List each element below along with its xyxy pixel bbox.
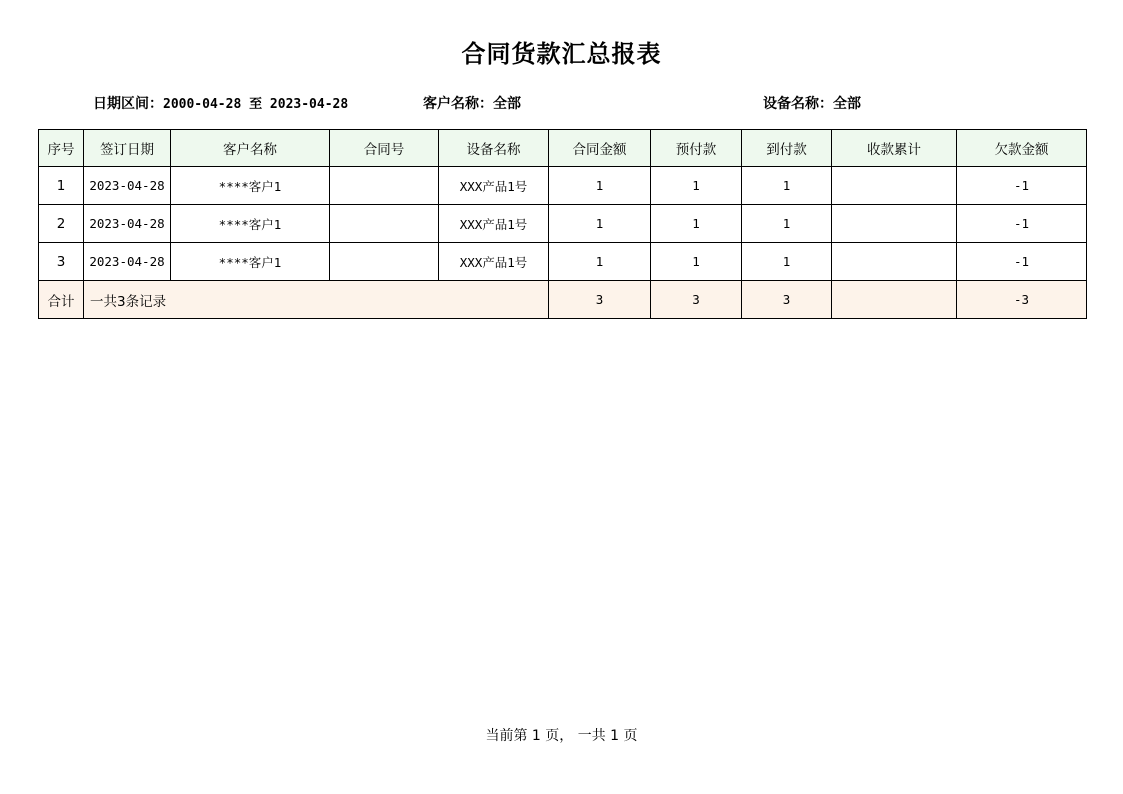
total-arrears: -3 bbox=[957, 281, 1087, 319]
cell-device: XXX产品1号 bbox=[439, 167, 549, 205]
cell-contract-amount: 1 bbox=[549, 243, 651, 281]
total-prepayment: 3 bbox=[651, 281, 742, 319]
column-header-sign-date: 签订日期 bbox=[84, 130, 171, 167]
column-header-payment-on-arrival: 到付款 bbox=[742, 130, 832, 167]
cell-arrears: -1 bbox=[957, 243, 1087, 281]
total-label: 合计 bbox=[39, 281, 84, 319]
total-contract-amount: 3 bbox=[549, 281, 651, 319]
cell-index: 3 bbox=[39, 243, 84, 281]
report-title: 合同货款汇总报表 bbox=[461, 39, 662, 68]
cell-contract-no bbox=[330, 167, 439, 205]
table-row bbox=[39, 205, 1087, 243]
cell-sign-date: 2023-04-28 bbox=[84, 243, 171, 281]
cell-contract-amount: 1 bbox=[549, 167, 651, 205]
cell-index: 2 bbox=[39, 205, 84, 243]
device-filter bbox=[763, 93, 861, 113]
cell-index: 1 bbox=[39, 167, 84, 205]
customer-label: 客户名称： bbox=[423, 96, 493, 112]
total-record-count: 一共3条记录 bbox=[84, 281, 549, 319]
total-payment-on-arrival: 3 bbox=[742, 281, 832, 319]
device-value: 全部 bbox=[833, 96, 861, 112]
cell-received-total bbox=[832, 167, 957, 205]
column-header-index: 序号 bbox=[39, 130, 84, 167]
table-header-row bbox=[39, 130, 1087, 167]
cell-received-total bbox=[832, 243, 957, 281]
cell-contract-no bbox=[330, 243, 439, 281]
total-row bbox=[39, 281, 1087, 319]
cell-payment-on-arrival: 1 bbox=[742, 243, 832, 281]
device-label: 设备名称： bbox=[763, 96, 833, 112]
page-indicator: 当前第 1 页， 一共 1 页 bbox=[485, 728, 638, 744]
column-header-received-total: 收款累计 bbox=[832, 130, 957, 167]
cell-sign-date: 2023-04-28 bbox=[84, 167, 171, 205]
table-row bbox=[39, 167, 1087, 205]
cell-customer: ****客户1 bbox=[171, 167, 330, 205]
customer-filter bbox=[423, 93, 521, 113]
cell-contract-no bbox=[330, 205, 439, 243]
cell-device: XXX产品1号 bbox=[439, 205, 549, 243]
column-header-device: 设备名称 bbox=[439, 130, 549, 167]
cell-prepayment: 1 bbox=[651, 243, 742, 281]
table-row bbox=[39, 243, 1087, 281]
cell-arrears: -1 bbox=[957, 167, 1087, 205]
column-header-contract-amount: 合同金额 bbox=[549, 130, 651, 167]
cell-prepayment: 1 bbox=[651, 167, 742, 205]
cell-customer: ****客户1 bbox=[171, 243, 330, 281]
report-table bbox=[38, 129, 1087, 319]
customer-value: 全部 bbox=[493, 96, 521, 112]
cell-payment-on-arrival: 1 bbox=[742, 167, 832, 205]
cell-customer: ****客户1 bbox=[171, 205, 330, 243]
column-header-arrears: 欠款金额 bbox=[957, 130, 1087, 167]
date-range-value: 2000-04-28 至 2023-04-28 bbox=[163, 97, 349, 112]
cell-contract-amount: 1 bbox=[549, 205, 651, 243]
cell-received-total bbox=[832, 205, 957, 243]
cell-prepayment: 1 bbox=[651, 205, 742, 243]
date-range-filter bbox=[93, 93, 348, 113]
cell-device: XXX产品1号 bbox=[439, 243, 549, 281]
column-header-prepayment: 预付款 bbox=[651, 130, 742, 167]
cell-payment-on-arrival: 1 bbox=[742, 205, 832, 243]
date-range-label: 日期区间： bbox=[93, 96, 163, 112]
cell-arrears: -1 bbox=[957, 205, 1087, 243]
cell-sign-date: 2023-04-28 bbox=[84, 205, 171, 243]
total-received-total bbox=[832, 281, 957, 319]
column-header-customer: 客户名称 bbox=[171, 130, 330, 167]
column-header-contract-no: 合同号 bbox=[330, 130, 439, 167]
